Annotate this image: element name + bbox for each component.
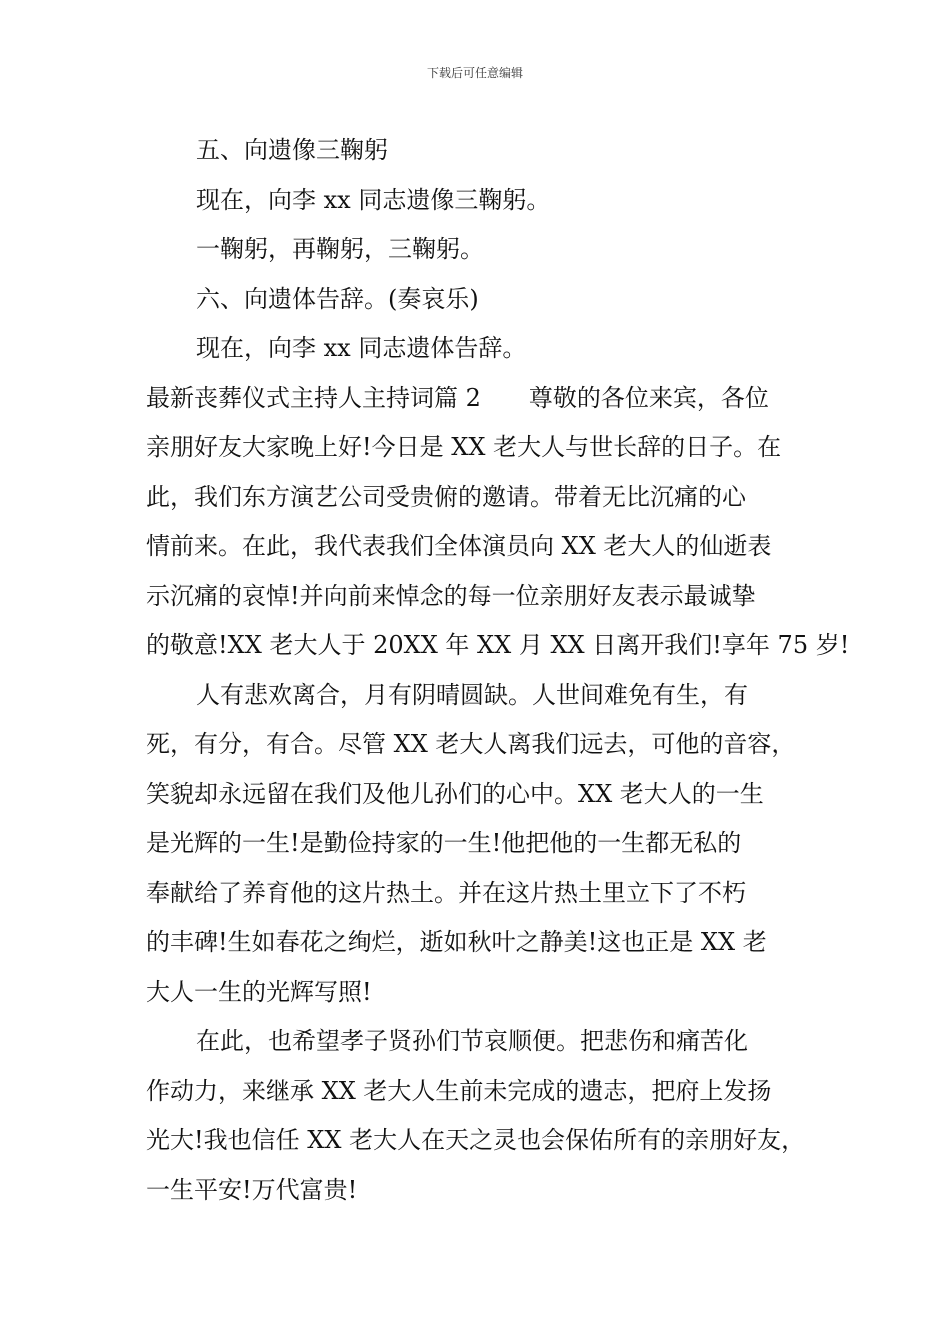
paragraph-line: 是光辉的一生!是勤俭持家的一生!他把他的一生都无私的 [146,829,742,857]
paragraph-line: 的敬意!XX 老大人于 20XX 年 XX 月 XX 日离开我们!享年 75 岁! [146,631,850,659]
paragraph-line: 在此，也希望孝子贤孙们节哀顺便。把悲伤和痛苦化 [196,1027,748,1055]
opening-start: 尊敬的各位来宾，各位 [528,383,769,412]
paragraph-line: 笑貌却永远留在我们及他儿孙们的心中。XX 老大人的一生 [146,779,764,808]
paragraph-line: 情前来。在此，我代表我们全体演员向 XX 老大人的仙逝表 [146,532,772,560]
paragraph-line: 人有悲欢离合，月有阴晴圆缺。人世间难免有生，有 [196,680,748,709]
section-title: 最新丧葬仪式主持人主持词篇 2 [146,383,481,412]
paragraph-line: 此，我们东方演艺公司受贵俯的邀请。带着无比沉痛的心 [146,482,746,511]
section-heading-line [146,374,810,424]
step-line: 现在，向李 xx 同志遗像三鞠躬。 [196,185,551,214]
paragraph-line: 死，有分，有合。尽管 XX 老大人离我们远去，可他的音容， [146,730,796,758]
paragraph-line: 的丰碑!生如春花之绚烂，逝如秋叶之静美!这也正是 XX 老 [146,928,767,956]
paragraph-line: 作动力，来继承 XX 老大人生前未完成的遗志，把府上发扬 [146,1076,772,1105]
step-line: 六、向遗体告辞。(奏哀乐) [196,284,479,313]
paragraph-line: 亲朋好友大家晚上好!今日是 XX 老大人与世长辞的日子。在 [146,433,782,461]
paragraph-line: 光大!我也信任 XX 老大人在天之灵也会保佑所有的亲朋好友， [146,1126,806,1154]
step-line: 一鞠躬，再鞠躬，三鞠躬。 [196,235,484,263]
paragraph-line: 示沉痛的哀悼!并向前来悼念的每一位亲朋好友表示最诚挚 [146,581,756,610]
page-header-note: 下载后可任意编辑 [426,66,523,80]
document-body [146,126,850,1215]
step-line: 五、向遗像三鞠躬 [196,136,388,164]
paragraph-line: 奉献给了养育他的这片热土。并在这片热土里立下了不朽 [146,878,746,907]
paragraph-line: 一生平安!万代富贵! [146,1175,358,1204]
step-line: 现在，向李 xx 同志遗体告辞。 [196,334,527,362]
paragraph-line: 大人一生的光辉写照! [146,977,372,1006]
